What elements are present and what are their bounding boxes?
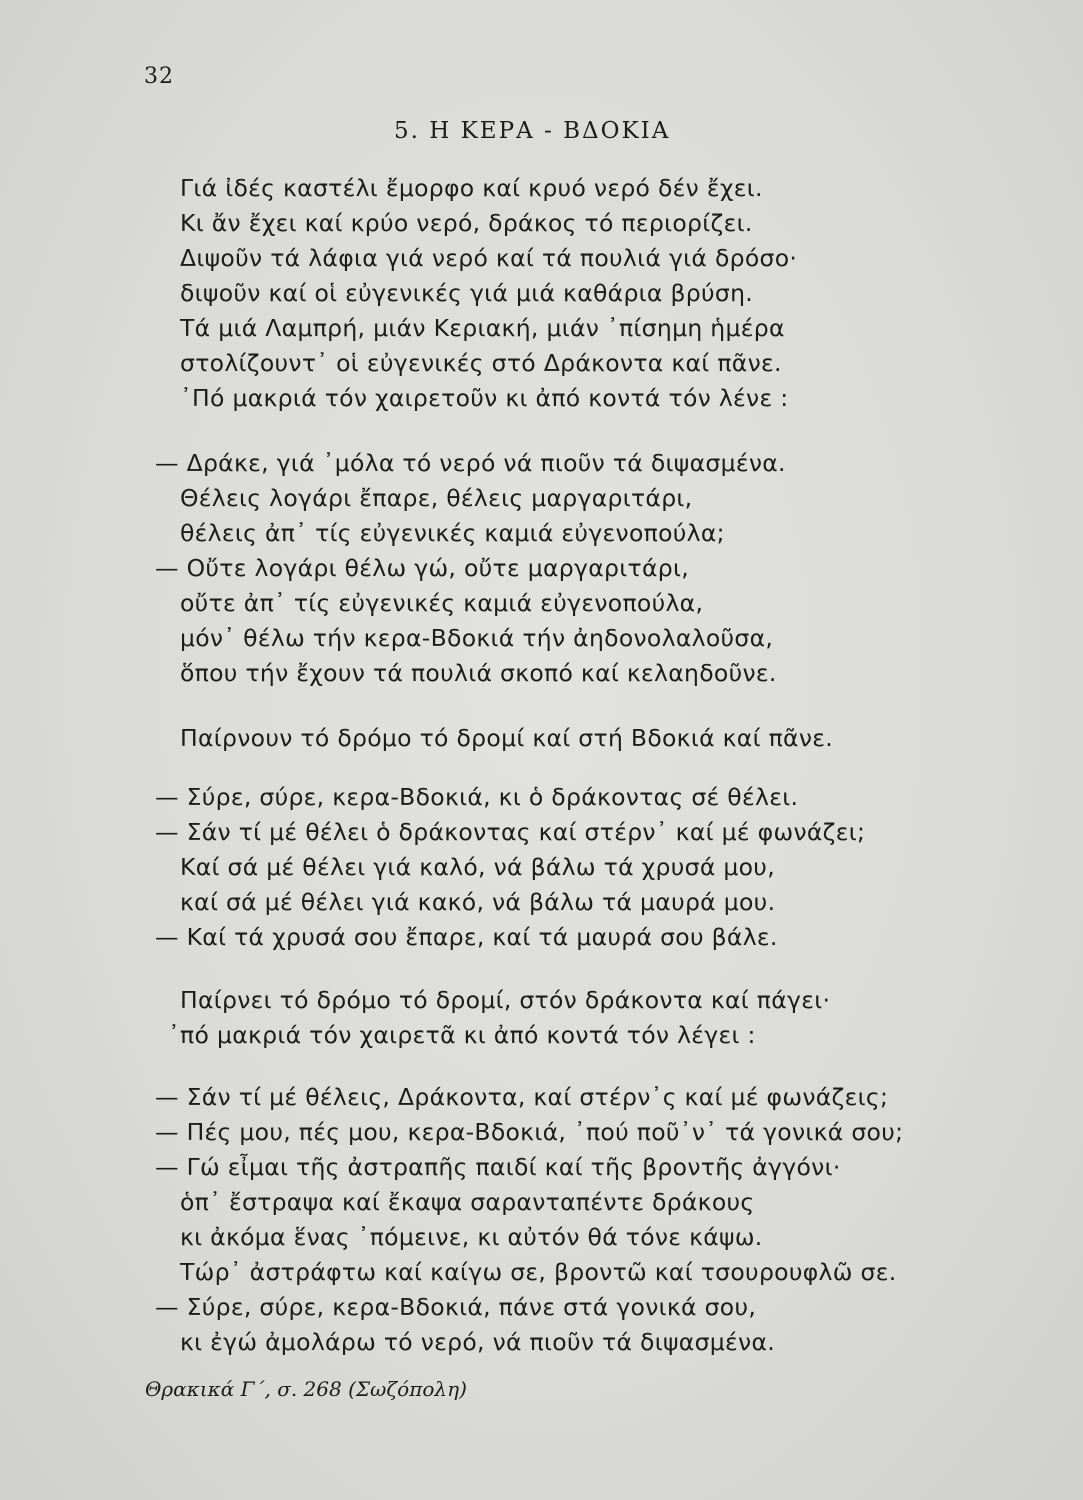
poem-line: — Καί τά χρυσά σου ἔπαρε, καί τά μαυρά σου βάλε. bbox=[155, 923, 778, 951]
poem-line: ὁπ᾽ ἔστραψα καί ἔκαψα σαρανταπέντε δράκους bbox=[180, 1188, 755, 1216]
poem-line: Θέλεις λογάρι ἔπαρε, θέλεις μαργαριτάρι, bbox=[180, 484, 693, 512]
poem-line: Διψοῦν τά λάφια γιά νερό καί τά πουλιά γιά δρόσο· bbox=[180, 244, 798, 272]
poem-line: Κι ἄν ἔχει καί κρύο νερό, δράκος τό περιορίζει. bbox=[180, 209, 753, 237]
poem-line: κι ἐγώ ἀμολάρω τό νερό, νά πιοῦν τά διψασμένα. bbox=[180, 1328, 775, 1356]
poem-line: κι ἀκόμα ἕνας ᾽πόμεινε, κι αὐτόν θά τόνε κάψω. bbox=[180, 1223, 763, 1251]
poem-line: θέλεις ἀπ᾽ τίς εὐγενικές καμιά εὐγενοπούλα; bbox=[180, 519, 725, 547]
poem-line: ᾽πό μακριά τόν χαιρετᾶ κι ἀπό κοντά τόν λέγει : bbox=[168, 1021, 756, 1049]
poem-line: — Πές μου, πές μου, κερα-Βδοκιά, ᾽πού ποῦ᾽ν᾽ τά γονικά σου; bbox=[155, 1118, 904, 1146]
poem-line: — Σάν τί μέ θέλεις, Δράκοντα, καί στέρν᾽ς καί μέ φωνάζεις; bbox=[155, 1083, 889, 1111]
poem-line: ὅπου τήν ἔχουν τά πουλιά σκοπό καί κελαηδοῦνε. bbox=[180, 659, 777, 687]
poem-line: Καί σά μέ θέλει γιά καλό, νά βάλω τά χρυσά μου, bbox=[180, 853, 775, 881]
poem-line: ᾽Πό μακριά τόν χαιρετοῦν κι ἀπό κοντά τόν λένε : bbox=[180, 384, 789, 412]
poem-line: — Σάν τί μέ θέλει ὁ δράκοντας καί στέρν᾽ καί μέ φωνάζει; bbox=[155, 818, 866, 846]
poem-line: Τά μιά Λαμπρή, μιάν Κεριακή, μιάν ᾽πίσημη ἡμέρα bbox=[180, 314, 785, 342]
poem-line: στολίζουντ᾽ οἱ εὐγενικές στό Δράκοντα καί πᾶνε. bbox=[180, 349, 782, 377]
poem-line: — Γώ εἶμαι τῆς ἀστραπῆς παιδί καί τῆς βροντῆς ἀγγόνι· bbox=[155, 1153, 841, 1181]
poem-line: Παίρνει τό δρόμο τό δρομί, στόν δράκοντα καί πάγει· bbox=[180, 986, 831, 1014]
poem-line: — Δράκε, γιά ᾽μόλα τό νερό νά πιοῦν τά διψασμένα. bbox=[155, 449, 786, 477]
poem-line: διψοῦν καί οἱ εὐγενικές γιά μιά καθάρια βρύση. bbox=[180, 279, 754, 307]
poem-line: μόν᾽ θέλω τήν κερα-Βδοκιά τήν ἀηδονολαλοῦσα, bbox=[180, 624, 774, 652]
poem-line: οὔτε ἀπ᾽ τίς εὐγενικές καμιά εὐγενοπούλα, bbox=[180, 589, 704, 617]
poem-line: Παίρνουν τό δρόμο τό δρομί καί στή Βδοκιά καί πᾶνε. bbox=[180, 724, 834, 752]
poem-line: Τώρ᾽ ἀστράφτω καί καίγω σε, βροντῶ καί τσουρουφλῶ σε. bbox=[180, 1258, 897, 1286]
poem-line: Γιά ἰδές καστέλι ἔμορφο καί κρυό νερό δέν ἔχει. bbox=[180, 174, 763, 202]
source-citation: Θρακικά Γ΄, σ. 268 (Σωζόπολη) bbox=[145, 1377, 467, 1401]
poem-line: — Σύρε, σύρε, κερα-Βδοκιά, κι ὁ δράκοντας σέ θέλει. bbox=[155, 783, 799, 811]
poem-line: καί σά μέ θέλει γιά κακό, νά βάλω τά μαυρά μου. bbox=[180, 888, 776, 916]
poem-line: — Οὔτε λογάρι θέλω γώ, οὔτε μαργαριτάρι, bbox=[155, 554, 689, 582]
poem-line: — Σύρε, σύρε, κερα-Βδοκιά, πάνε στά γονικά σου, bbox=[155, 1293, 757, 1321]
poem-title: 5. Η ΚΕΡΑ - ΒΔΟΚΙΑ bbox=[394, 118, 671, 144]
page-number: 32 bbox=[144, 64, 174, 89]
